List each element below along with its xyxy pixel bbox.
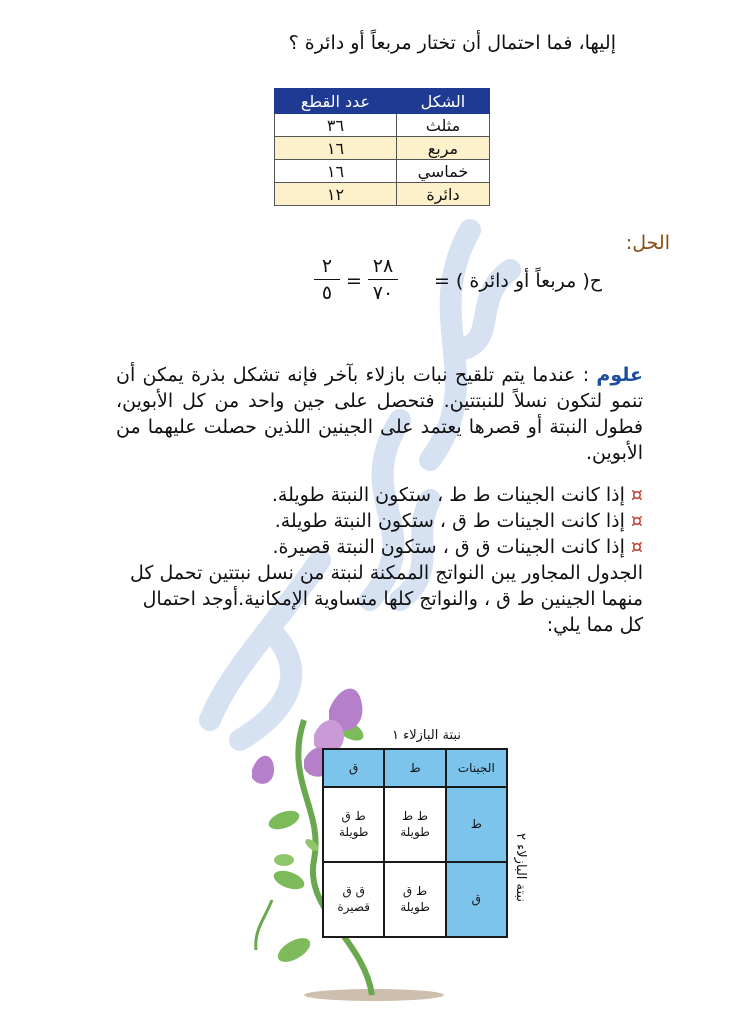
outcome-cell: ق ق قصيرة: [323, 862, 384, 937]
pea-plant-2-label: نبتة البازلاء ٢: [512, 833, 528, 902]
bullet-text: إذا كانت الجينات ط ط ، ستكون النبتة طويلة.: [271, 484, 625, 506]
cell-shape: خماسي: [396, 160, 489, 183]
fraction-denominator: ٧٠: [372, 282, 394, 304]
fraction-result: [314, 254, 340, 305]
intro-question: إليها، فما احتمال أن تختار مربعاً أو دائرة ؟: [288, 32, 616, 54]
solution-label: الحل:: [625, 232, 670, 254]
table-row: [275, 137, 490, 160]
col-head: ط: [384, 749, 445, 787]
cell-shape: مربع: [396, 137, 489, 160]
table-header-row: [275, 89, 490, 114]
cell-count: ٣٦: [275, 114, 397, 137]
cell-count: ١٦: [275, 137, 397, 160]
col-head: ق: [323, 749, 384, 787]
shape-count-table: [274, 88, 490, 206]
fraction-bar: [368, 279, 398, 280]
table-row: [275, 160, 490, 183]
probability-expression: ح( مربعاً أو دائرة ) =: [433, 270, 602, 292]
cell-count: ١٢: [275, 183, 397, 206]
table-row: [275, 114, 490, 137]
cell-shape: مثلث: [396, 114, 489, 137]
header-shape: الشكل: [396, 89, 489, 114]
header-count: عدد القطع: [275, 89, 397, 114]
table-row: [275, 183, 490, 206]
pea-plant-1-label: نبتة البازلاء ١: [392, 728, 461, 743]
science-keyword: علوم: [596, 364, 643, 386]
cell-shape: دائرة: [396, 183, 489, 206]
table-row: [323, 749, 507, 787]
punnett-square: [322, 748, 508, 938]
bullet-text: إذا كانت الجينات ق ق ، ستكون النبتة قصيرة.: [272, 536, 625, 558]
table-row: [323, 862, 507, 937]
fraction-numerator: ٢: [321, 255, 333, 277]
bullet-mark: ¤: [630, 484, 643, 506]
science-paragraph: [116, 362, 643, 466]
equals-sign: =: [346, 270, 362, 292]
list-item: [116, 534, 643, 560]
outcome-cell: ط ق طويلة: [384, 862, 445, 937]
table-row: [323, 787, 507, 862]
closing-text: الجدول المجاور يبن النواتج الممكنة لنبتة من نسل نبتتين تحمل كل منهما الجينين ط ق ، والنواتج كلها متساوية الإمكانية.أوجد احتمال كل مما يلي:: [129, 562, 643, 636]
science-text: : عندما يتم تلقيح نبات بازلاء بآخر فإنه تشكل بذرة يمكن أن تنمو لتكون نسلاً للنبتتين. فتحصل على جين واحد من كل الأبوين، فطول النبتة أو قصرها يعتمد على الجينين اللذين حصلت عليهما من الأبوين.: [116, 364, 643, 464]
fraction-bar: [314, 279, 340, 280]
cell-count: ١٦: [275, 160, 397, 183]
outcome-cell: ط ق طويلة: [323, 787, 384, 862]
fraction-denominator: ٥: [321, 282, 333, 304]
fraction-raw: [368, 254, 398, 305]
bullet-mark: ¤: [630, 510, 643, 532]
outcome-cell: ط ط طويلة: [384, 787, 445, 862]
row-head: ق: [446, 862, 507, 937]
list-item: [116, 508, 643, 534]
list-item: [116, 482, 643, 508]
bullet-text: إذا كانت الجينات ط ق ، ستكون النبتة طويلة.: [274, 510, 625, 532]
corner-cell: الجينات: [446, 749, 507, 787]
probability-formula: [312, 254, 602, 314]
bullet-mark: ¤: [630, 536, 643, 558]
fraction-numerator: ٢٨: [372, 255, 394, 277]
gene-rules: [116, 482, 643, 638]
row-head: ط: [446, 787, 507, 862]
